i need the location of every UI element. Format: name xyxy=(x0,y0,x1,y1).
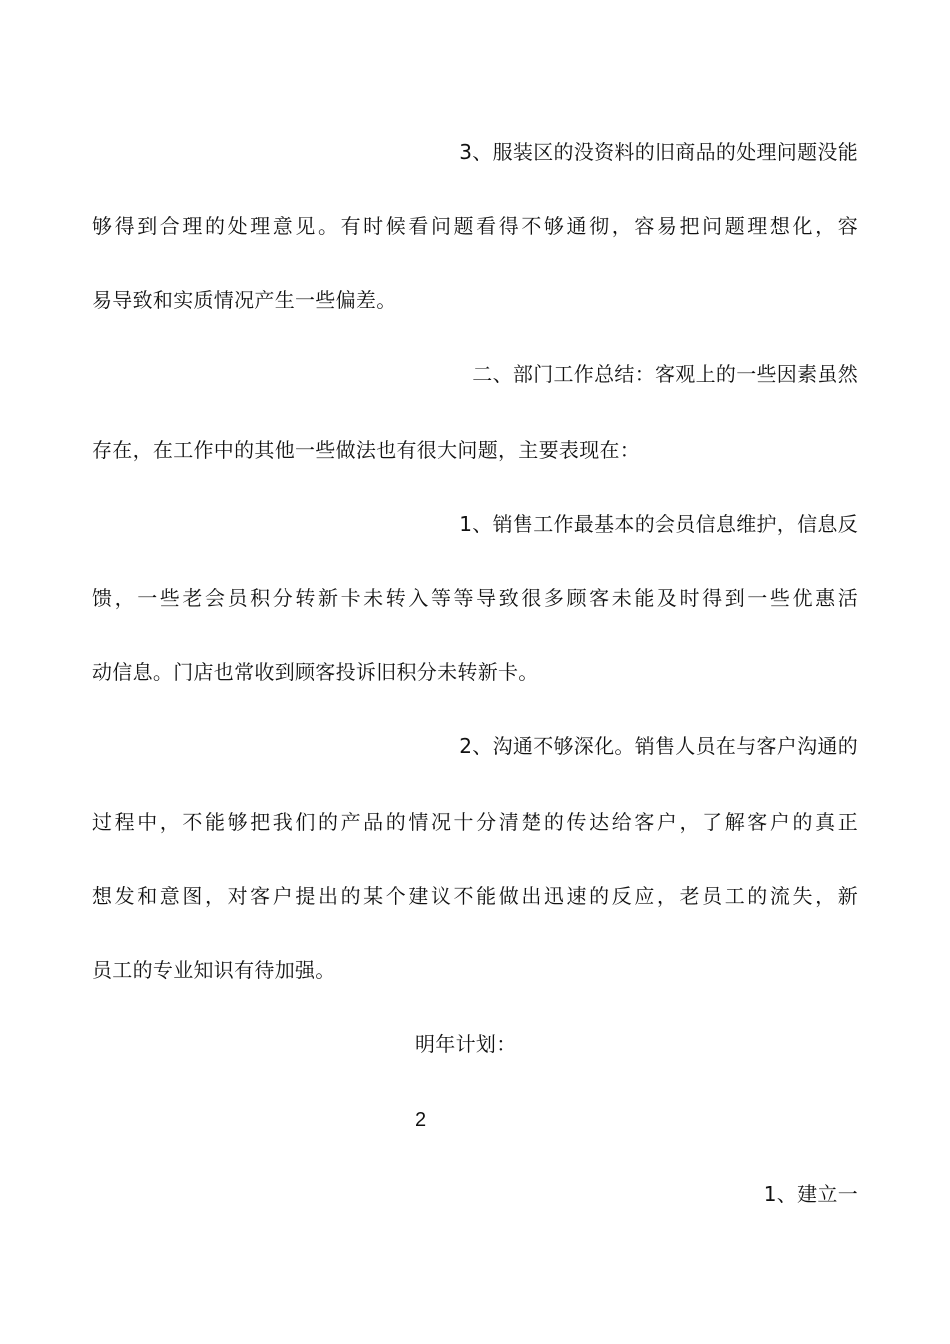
page-number: 2 xyxy=(415,1109,427,1131)
paragraph-line-12: 员工的专业知识有待加强。 xyxy=(92,958,336,982)
paragraph-line-10: 过程中，不能够把我们的产品的情况十分清楚的传达给客户，了解客户的真正 xyxy=(92,810,858,834)
plan-heading: 明年计划： xyxy=(415,1032,517,1056)
paragraph-line-8: 动信息。门店也常收到顾客投诉旧积分未转新卡。 xyxy=(92,660,539,684)
paragraph-line-2: 够得到合理的处理意见。有时候看问题看得不够通彻，容易把问题理想化，容 xyxy=(92,214,858,238)
paragraph-line-9: 2、沟通不够深化。销售人员在与客户沟通的 xyxy=(459,734,858,758)
paragraph-line-14: 1、建立一 xyxy=(763,1182,858,1206)
paragraph-line-11: 想发和意图，对客户提出的某个建议不能做出迅速的反应，老员工的流失，新 xyxy=(92,884,858,908)
paragraph-line-3: 易导致和实质情况产生一些偏差。 xyxy=(92,288,397,312)
paragraph-line-5: 存在，在工作中的其他一些做法也有很大问题，主要表现在： xyxy=(92,438,641,462)
paragraph-line-7: 馈，一些老会员积分转新卡未转入等等导致很多顾客未能及时得到一些优惠活 xyxy=(92,586,858,610)
paragraph-line-6: 1、销售工作最基本的会员信息维护，信息反 xyxy=(459,512,858,536)
section-heading-line: 二、部门工作总结：客观上的一些因素虽然 xyxy=(472,362,858,386)
paragraph-line-1: 3、服装区的没资料的旧商品的处理问题没能 xyxy=(459,140,858,164)
